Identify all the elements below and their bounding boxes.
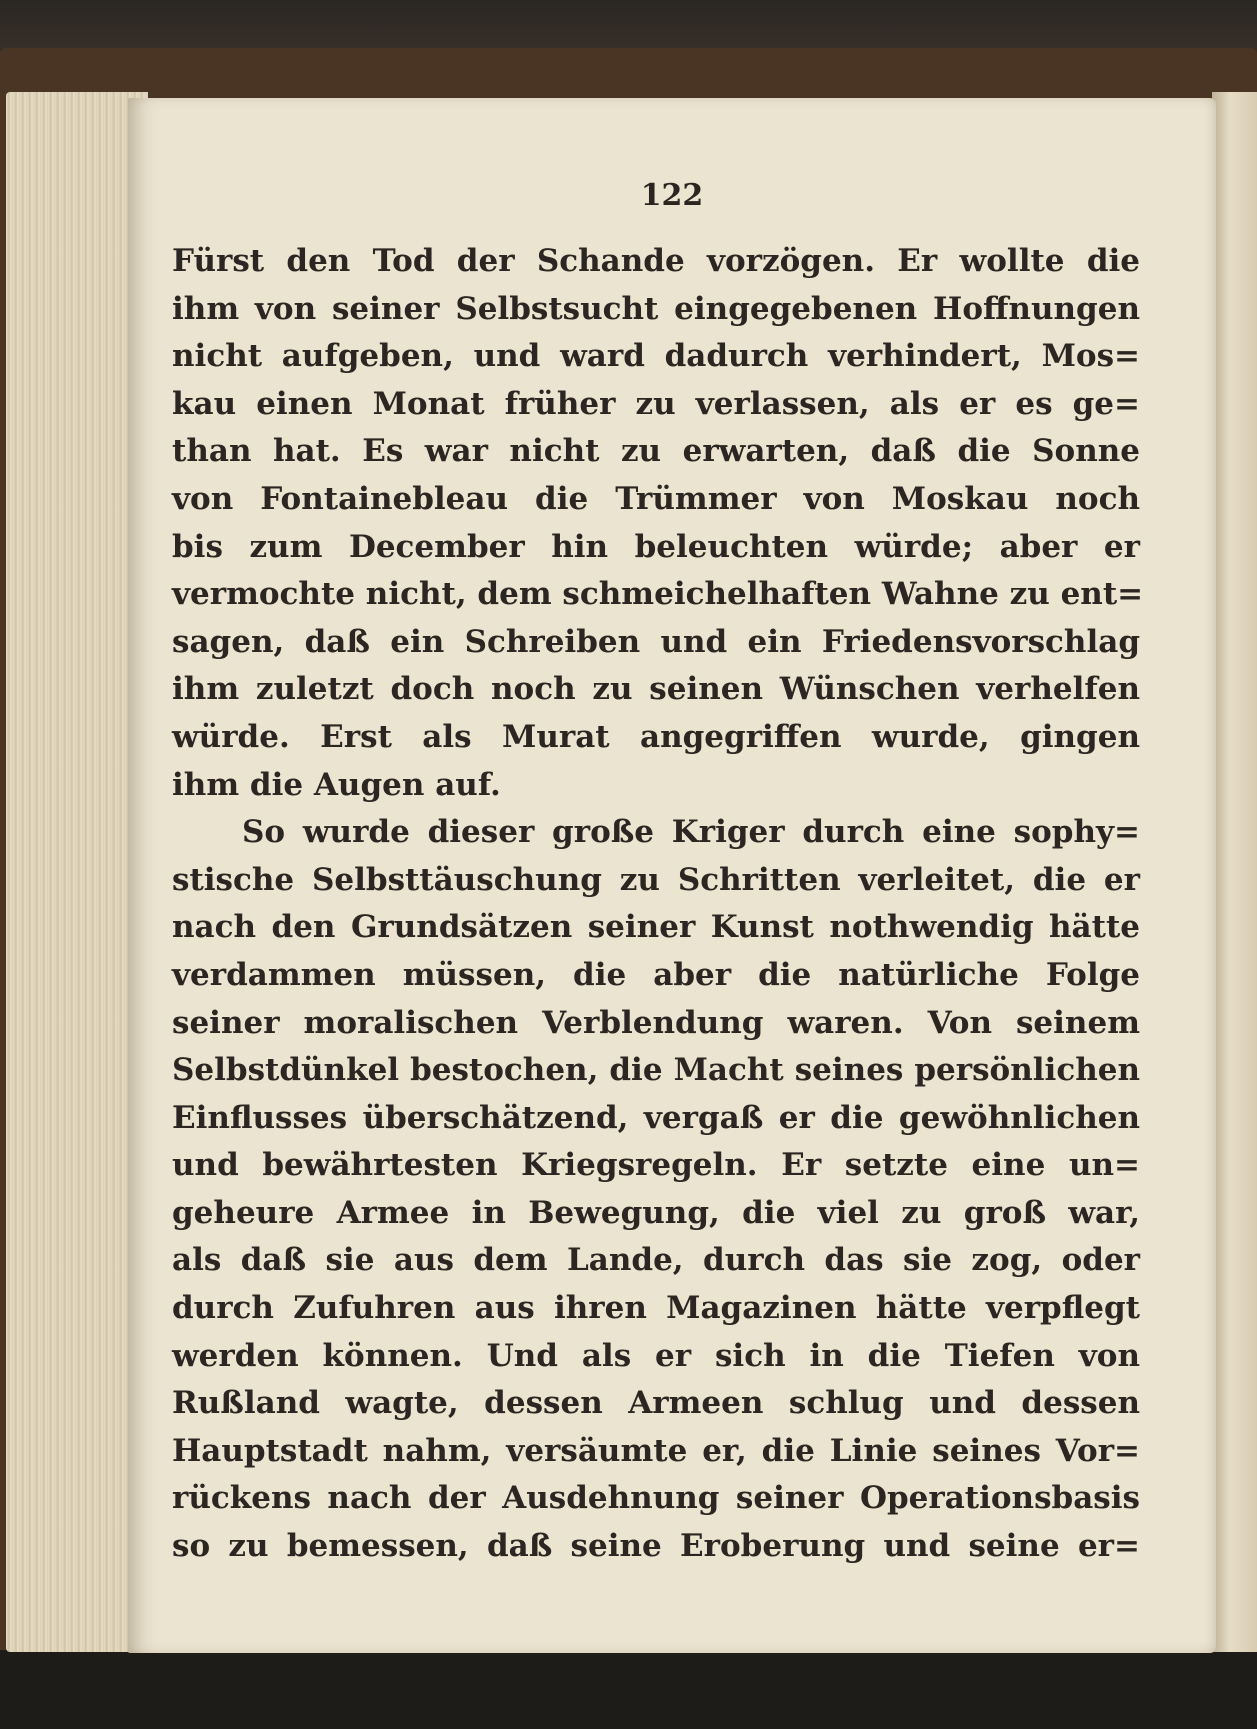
text-line: werden können. Und als er sich in die Tiefen von: [172, 1337, 1140, 1374]
text-line: verdammen müssen, die aber die natürliche Folge: [172, 956, 1140, 993]
page-number: 122: [640, 178, 704, 213]
text-line: würde. Erst als Murat angegriffen wurde, gingen: [172, 718, 1140, 755]
text-line: geheure Armee in Bewegung, die viel zu groß war,: [172, 1194, 1140, 1231]
text-line: ihm zuletzt doch noch zu seinen Wünschen verhelfen: [172, 671, 1140, 708]
facing-page-edge: [1212, 92, 1257, 1652]
text-line: Selbstdünkel bestochen, die Macht seines persönlichen: [172, 1052, 1140, 1089]
text-line: Rußland wagte, dessen Armeen schlug und dessen: [172, 1385, 1140, 1422]
text-line: so zu bemessen, daß seine Eroberung und seine er=: [172, 1528, 1140, 1565]
text-line: ihm die Augen auf.: [172, 766, 501, 803]
text-line: und bewährtesten Kriegsregeln. Er setzte eine un=: [172, 1147, 1140, 1184]
text-line: nicht aufgeben, und ward dadurch verhindert, Mos=: [172, 338, 1140, 375]
backdrop-bottom: [0, 1650, 1257, 1729]
text-line: seiner moralischen Verblendung waren. Von seinem: [172, 1004, 1140, 1041]
text-line: stische Selbsttäuschung zu Schritten verleitet, die er: [172, 861, 1140, 898]
text-line: kau einen Monat früher zu verlassen, als er es ge=: [172, 385, 1140, 422]
paragraph-2: [172, 809, 1140, 1571]
text-line: So wurde dieser große Kriger durch eine sophy=: [242, 814, 1140, 851]
text-line: rückens nach der Ausdehnung seiner Operationsbasis: [172, 1480, 1140, 1517]
text-line: than hat. Es war nicht zu erwarten, daß die Sonne: [172, 433, 1140, 470]
text-line: ihm von seiner Selbstsucht eingegebenen Hoffnungen: [172, 290, 1140, 327]
text-line: durch Zufuhren aus ihren Magazinen hätte verpflegt: [172, 1290, 1140, 1327]
text-line: Hauptstadt nahm, versäumte er, die Linie seines Vor=: [172, 1432, 1140, 1469]
text-line: von Fontainebleau die Trümmer von Moskau noch: [172, 480, 1140, 517]
text-line: nach den Grundsätzen seiner Kunst nothwendig hätte: [172, 909, 1140, 946]
text-line: als daß sie aus dem Lande, durch das sie zog, oder: [172, 1242, 1140, 1279]
text-line: Einflusses überschätzend, vergaß er die gewöhnlichen: [172, 1099, 1140, 1136]
text-line: sagen, daß ein Schreiben und ein Friedensvorschlag: [172, 623, 1140, 660]
text-line: vermochte nicht, dem schmeichelhaften Wahne zu ent=: [172, 576, 1144, 613]
paragraph-1: [172, 238, 1144, 809]
text-line: Fürst den Tod der Schande vorzögen. Er wollte die: [172, 243, 1140, 279]
text-line: bis zum December hin beleuchten würde; aber er: [172, 528, 1140, 565]
body-text: [172, 238, 1144, 1571]
page-edges: [6, 92, 148, 1652]
